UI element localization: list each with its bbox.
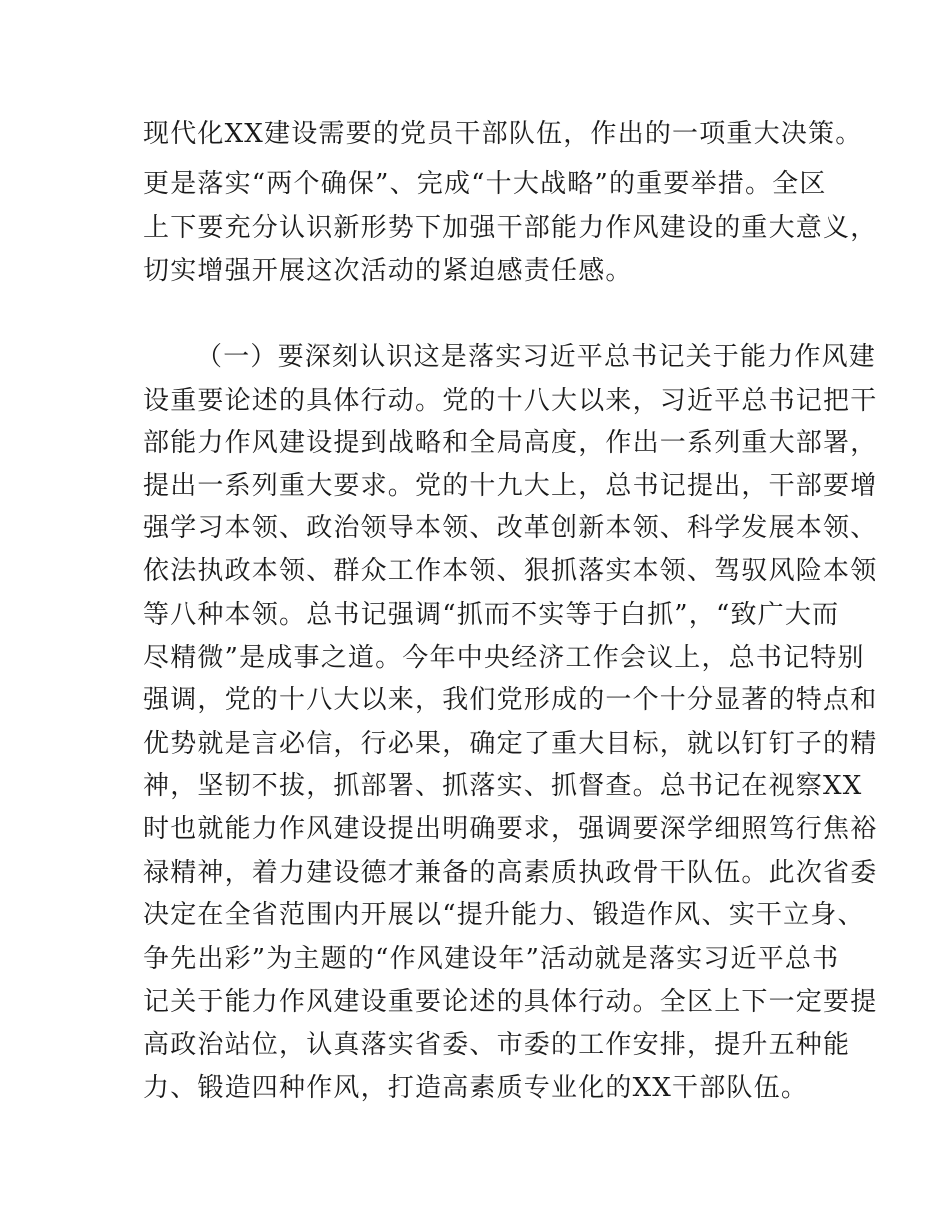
section-1-line: 设重要论述的具体行动。党的十八大以来，习近平总书记把干	[143, 386, 878, 416]
intro-line: 切实增强开展这次活动的紧迫感责任感。	[143, 256, 633, 286]
intro-line: 现代化XX建设需要的党员干部队伍，作出的一项重大决策。	[143, 119, 863, 149]
section-1-line: 记关于能力作风建设重要论述的具体行动。全区上下一定要提	[143, 987, 878, 1017]
section-1-line: 决定在全省范围内开展以“提升能力、锻造作风、实干立身、	[143, 900, 865, 930]
section-1-line: 优势就是言必信，行必果，确定了重大目标，就以钉钉子的精	[143, 729, 878, 759]
section-1-line: 神，坚韧不拔，抓部署、抓落实、抓督查。总书记在视察XX	[143, 771, 863, 801]
section-1-heading-line: （一）要深刻认识这是落实习近平总书记关于能力作风建	[196, 342, 877, 372]
section-1-line: 禄精神，着力建设德才兼备的高素质执政骨干队伍。此次省委	[143, 858, 878, 888]
section-1-line: 强学习本领、政治领导本领、改革创新本领、科学发展本领、	[143, 513, 878, 543]
section-1-line: 高政治站位，认真落实省委、市委的工作安排，提升五种能	[143, 1030, 851, 1060]
section-1-line: 等八种本领。总书记强调“抓而不实等于白抓”，“致广大而	[143, 600, 840, 630]
section-1-line: 时也就能力作风建设提出明确要求，强调要深学细照笃行焦裕	[143, 814, 878, 844]
intro-line: 上下要充分认识新形势下加强干部能力作风建设的重大意义，	[143, 213, 878, 243]
section-1-line: 强调，党的十八大以来，我们党形成的一个十分显著的特点和	[143, 685, 878, 715]
section-1-line: 力、锻造四种作风，打造高素质专业化的XX干部队伍。	[143, 1073, 809, 1103]
section-1-line: 争先出彩”为主题的“作风建设年”活动就是落实习近平总书	[143, 944, 840, 974]
section-1-line: 尽精微”是成事之道。今年中央经济工作会议上，总书记特别	[143, 643, 865, 673]
intro-line: 更是落实“两个确保”、完成“十大战略”的重要举措。全区	[143, 169, 827, 199]
section-1-line: 依法执政本领、群众工作本领、狠抓落实本领、驾驭风险本领	[143, 556, 878, 586]
section-1-line: 部能力作风建设提到战略和全局高度，作出一系列重大部署，	[143, 428, 878, 458]
section-1-line: 提出一系列重大要求。党的十九大上，总书记提出，干部要增	[143, 471, 878, 501]
